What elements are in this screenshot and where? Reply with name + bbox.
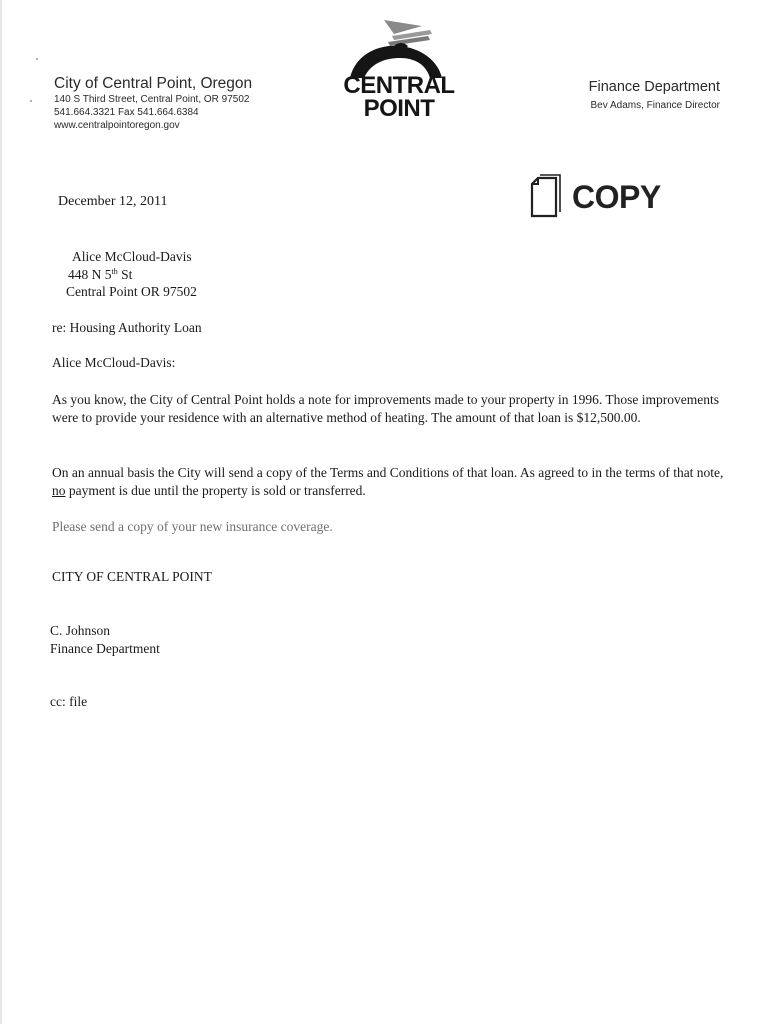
body-paragraph-2 (52, 464, 732, 499)
department-director: Bev Adams, Finance Director (590, 100, 720, 111)
cc-line: cc: file (50, 694, 88, 709)
recipient-street-ordinal: th (111, 266, 118, 276)
sender-address: 140 S Third Street, Central Point, OR 97502 (54, 94, 250, 105)
body-paragraph-3: Please send a copy of your new insurance coverage. (52, 519, 333, 534)
sender-phone-fax: 541.664.3321 Fax 541.664.6384 (54, 107, 199, 118)
sender-name: City of Central Point, Oregon (54, 75, 253, 92)
recipient-city-line: Central Point OR 97502 (66, 284, 197, 299)
recipient-street-number: 448 N 5 (68, 266, 112, 282)
closing-line: CITY OF CENTRAL POINT (52, 569, 212, 584)
central-point-logo (334, 16, 464, 128)
scan-speck (30, 100, 32, 102)
letter-date: December 12, 2011 (58, 194, 168, 209)
scan-edge (0, 0, 2, 1024)
sender-block (54, 74, 252, 132)
paragraph-2-emphasis: no (52, 482, 66, 498)
logo-word-point: POINT (363, 95, 435, 122)
logo-word-central: CENTRAL (343, 72, 455, 99)
body-paragraph-1: As you know, the City of Central Point holds a note for improvements made to your property in 1996. Those improvements were to provide your residence with an alternative method of heating. The amount of that loan is $12,500.00. (52, 392, 720, 425)
recipient-street (66, 266, 197, 284)
paragraph-2-text-end: payment is due until the property is sold or transferred. (65, 482, 366, 498)
subject-line: re: Housing Authority Loan (52, 320, 202, 335)
scan-speck (36, 58, 38, 60)
signature-block (50, 622, 160, 658)
sender-website: www.centralpointoregon.gov (54, 120, 180, 131)
recipient-name: Alice McCloud-Davis (72, 249, 192, 264)
recipient-address (66, 248, 197, 301)
copy-stamp-label: COPY (572, 179, 661, 215)
department-title: Finance Department (588, 79, 720, 95)
copy-icon (526, 174, 562, 220)
department-block (589, 78, 720, 114)
recipient-street-type: St (117, 266, 133, 282)
paragraph-2-text-start: On an annual basis the City will send a copy of the Terms and Conditions of that loan. As agreed to in the terms of that note, (52, 465, 724, 480)
signer-name: C. Johnson (50, 623, 111, 638)
logo-mark-icon (334, 16, 464, 80)
salutation: Alice McCloud-Davis: (52, 355, 176, 370)
signer-department: Finance Department (50, 641, 160, 656)
